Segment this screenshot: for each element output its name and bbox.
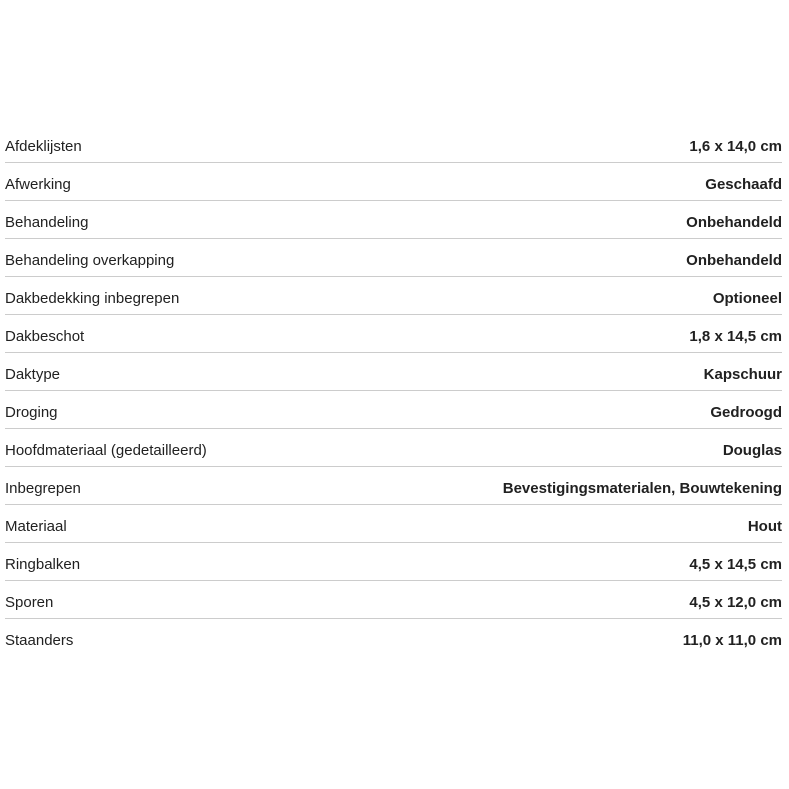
spec-value: 11,0 x 11,0 cm bbox=[682, 632, 782, 649]
spec-row-materiaal bbox=[5, 505, 782, 543]
spec-label: Afwerking bbox=[5, 175, 71, 193]
spec-label: Behandeling overkapping bbox=[5, 251, 175, 269]
spec-label: Daktype bbox=[5, 365, 61, 383]
spec-label: Hoofdmateriaal (gedetailleerd) bbox=[5, 441, 207, 459]
spec-label: Dakbedekking inbegrepen bbox=[5, 289, 180, 307]
spec-label: Behandeling bbox=[5, 213, 89, 231]
spec-label: Dakbeschot bbox=[5, 327, 85, 345]
spec-value: 4,5 x 12,0 cm bbox=[689, 593, 782, 611]
spec-row-inbegrepen bbox=[5, 467, 782, 505]
spec-row-sporen bbox=[5, 581, 782, 619]
spec-row-ringbalken bbox=[5, 543, 782, 581]
spec-row-droging bbox=[5, 391, 782, 429]
spec-row-afdeklijsten bbox=[5, 125, 782, 163]
spec-value: Bevestigingsmaterialen, Bouwtekening bbox=[502, 479, 782, 497]
spec-value: 1,6 x 14,0 cm bbox=[689, 137, 782, 155]
spec-row-hoofdmateriaal bbox=[5, 429, 782, 467]
spec-label: Ringbalken bbox=[5, 555, 81, 573]
spec-row-dakbeschot bbox=[5, 315, 782, 353]
spec-row-dakbedekking-inbegrepen bbox=[5, 277, 782, 315]
spec-value: 4,5 x 14,5 cm bbox=[689, 555, 782, 573]
spec-value: Optioneel bbox=[712, 289, 782, 307]
spec-row-staanders bbox=[5, 619, 782, 657]
spec-row-behandeling-overkapping bbox=[5, 239, 782, 277]
spec-value: Geschaafd bbox=[705, 175, 782, 193]
spec-label: Staanders bbox=[5, 632, 74, 649]
spec-value: Onbehandeld bbox=[686, 213, 782, 231]
spec-row-daktype bbox=[5, 353, 782, 391]
spec-row-behandeling bbox=[5, 201, 782, 239]
spec-label: Inbegrepen bbox=[5, 479, 81, 497]
spec-value: Onbehandeld bbox=[686, 251, 782, 269]
spec-label: Materiaal bbox=[5, 517, 67, 535]
spec-label: Droging bbox=[5, 403, 58, 421]
spec-label: Sporen bbox=[5, 593, 54, 611]
spec-value: Douglas bbox=[722, 441, 782, 459]
specifications-table bbox=[5, 125, 782, 657]
spec-label: Afdeklijsten bbox=[5, 137, 82, 155]
spec-value: Hout bbox=[747, 517, 782, 535]
spec-value: Gedroogd bbox=[710, 403, 782, 421]
spec-value: 1,8 x 14,5 cm bbox=[689, 327, 782, 345]
spec-row-afwerking bbox=[5, 163, 782, 201]
spec-value: Kapschuur bbox=[703, 365, 782, 383]
